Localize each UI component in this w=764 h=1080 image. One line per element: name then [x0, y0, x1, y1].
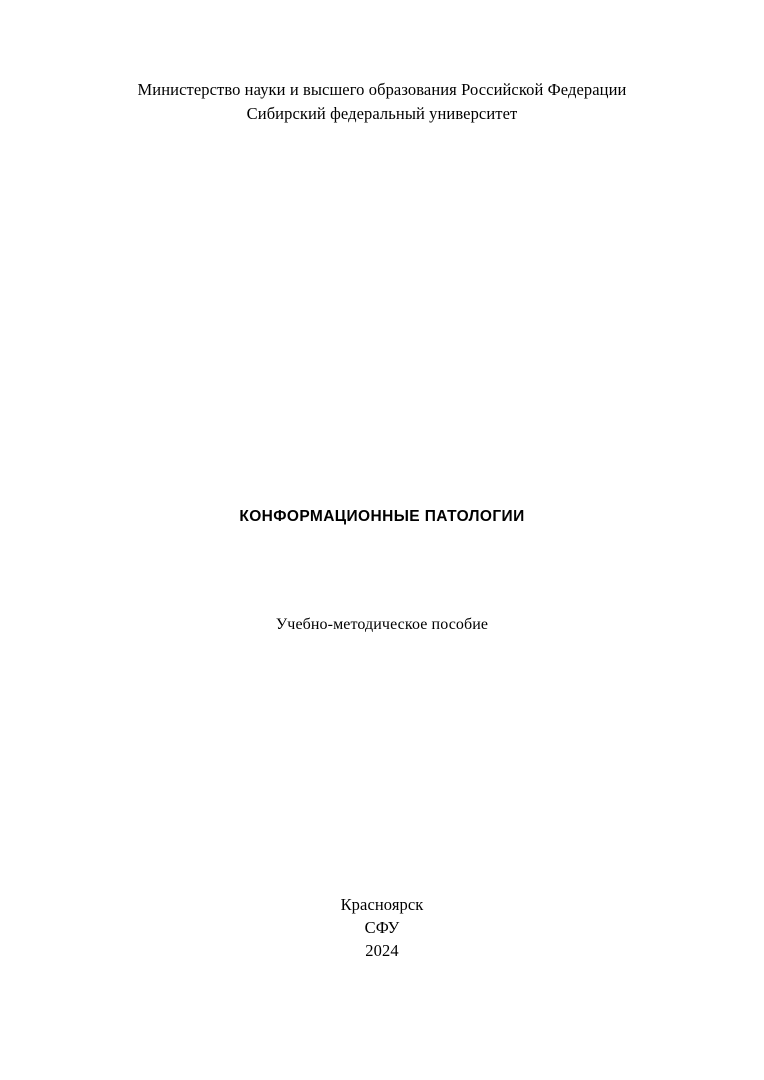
imprint-city: Красноярск: [340, 895, 424, 914]
imprint-block: [0, 893, 764, 962]
imprint-publisher: СФУ: [364, 918, 400, 937]
page-title: КОНФОРМАЦИОННЫЕ ПАТОЛОГИИ: [239, 508, 525, 525]
imprint-year: 2024: [365, 941, 399, 960]
university-name: Сибирский федеральный университет: [246, 104, 518, 123]
ministry-name: Министерство науки и высшего образования Российской Федерации: [137, 80, 627, 99]
page-subtitle: Учебно-методическое пособие: [275, 616, 489, 633]
publisher-header: [96, 78, 668, 126]
